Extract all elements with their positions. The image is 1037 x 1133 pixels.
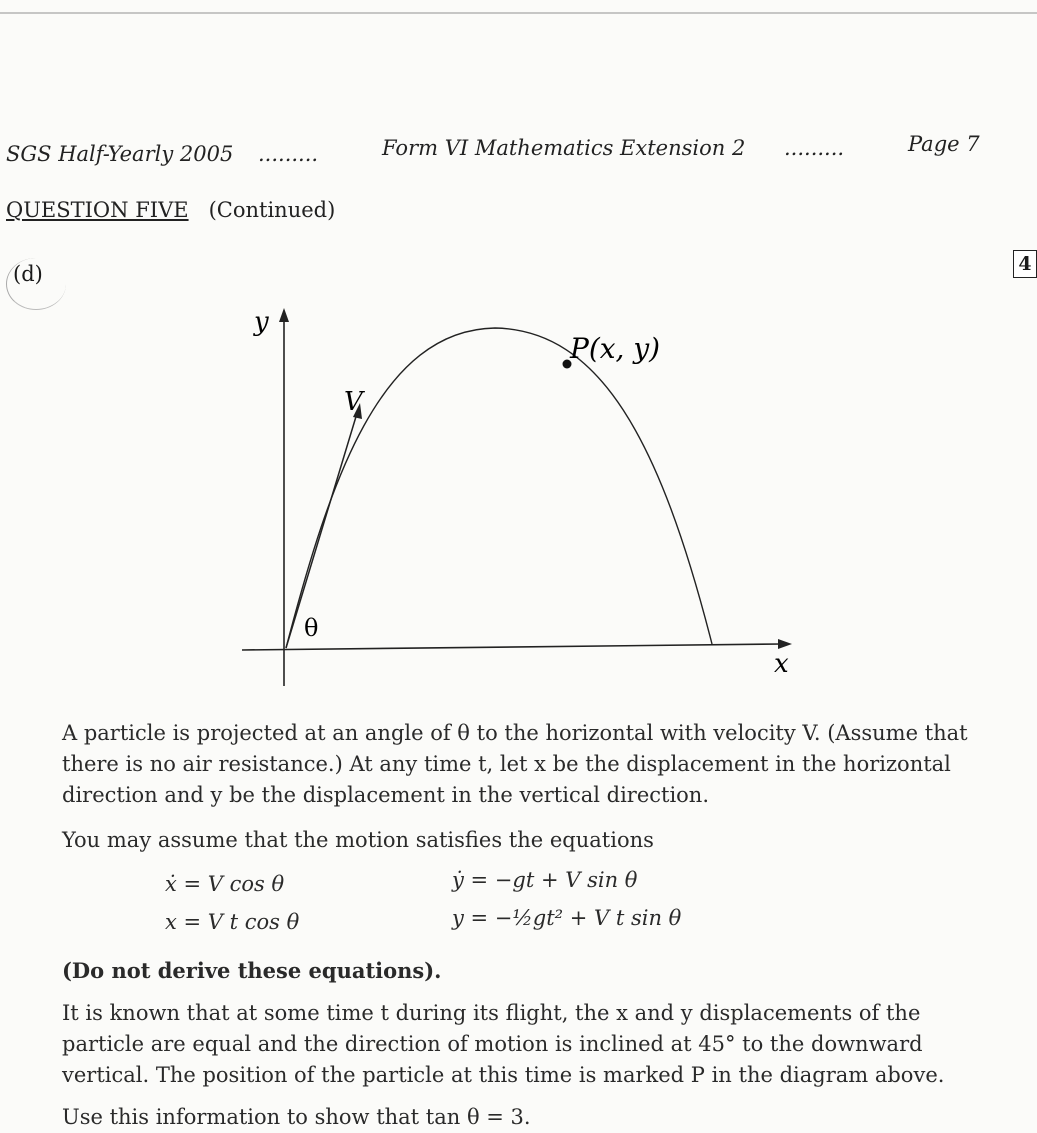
y-axis-label: y xyxy=(254,307,269,337)
header-right: Page 7 xyxy=(908,132,980,156)
equation-xdot: ẋ = V cos θ xyxy=(165,872,285,896)
header-center: Form VI Mathematics Extension 2 xyxy=(382,136,746,160)
question-title-continued: (Continued) xyxy=(208,198,336,222)
paragraph-2: You may assume that the motion satisfies the equations xyxy=(62,828,654,852)
y-axis-arrow xyxy=(279,308,289,322)
header-dots-2: ......... xyxy=(784,136,845,160)
marks-box: 4 xyxy=(1013,250,1037,278)
paragraph-4: Use this information to show that tan θ = 3. xyxy=(62,1105,531,1129)
paragraph-1: A particle is projected at an angle of θ to the horizontal with velocity V. (Assume that there is no air resistance.) At any time t, let x be the displacement in the horizontal direction and y be the displacement in the vertical direction. xyxy=(62,721,968,807)
part-label: (d) xyxy=(6,258,66,310)
equation-ydot: ẏ = −gt + V sin θ xyxy=(452,868,638,892)
point-p-label: P(x, y) xyxy=(570,332,661,365)
angle-label: θ xyxy=(304,614,319,642)
trajectory-curve xyxy=(286,328,712,648)
equation-y: y = −½gt² + V t sin θ xyxy=(452,906,682,930)
velocity-label: V xyxy=(344,387,363,417)
velocity-vector xyxy=(286,410,358,648)
question-title-main: QUESTION FIVE xyxy=(6,198,189,222)
x-axis-line xyxy=(242,644,782,650)
x-axis-label: x xyxy=(774,649,789,679)
equation-x: x = V t cos θ xyxy=(165,910,300,934)
header-left: SGS Half-Yearly 2005 xyxy=(6,142,234,166)
instruction-note: (Do not derive these equations). xyxy=(62,958,442,983)
header-dots-1: ......... xyxy=(258,142,319,166)
x-axis-arrow xyxy=(778,639,792,649)
paragraph-3: It is known that at some time t during its flight, the x and y displacements of the particle are equal and the direction of motion is inclined at 45° to the downward vertical. The position of the particle at this time is marked P in the diagram above. xyxy=(62,1001,945,1087)
